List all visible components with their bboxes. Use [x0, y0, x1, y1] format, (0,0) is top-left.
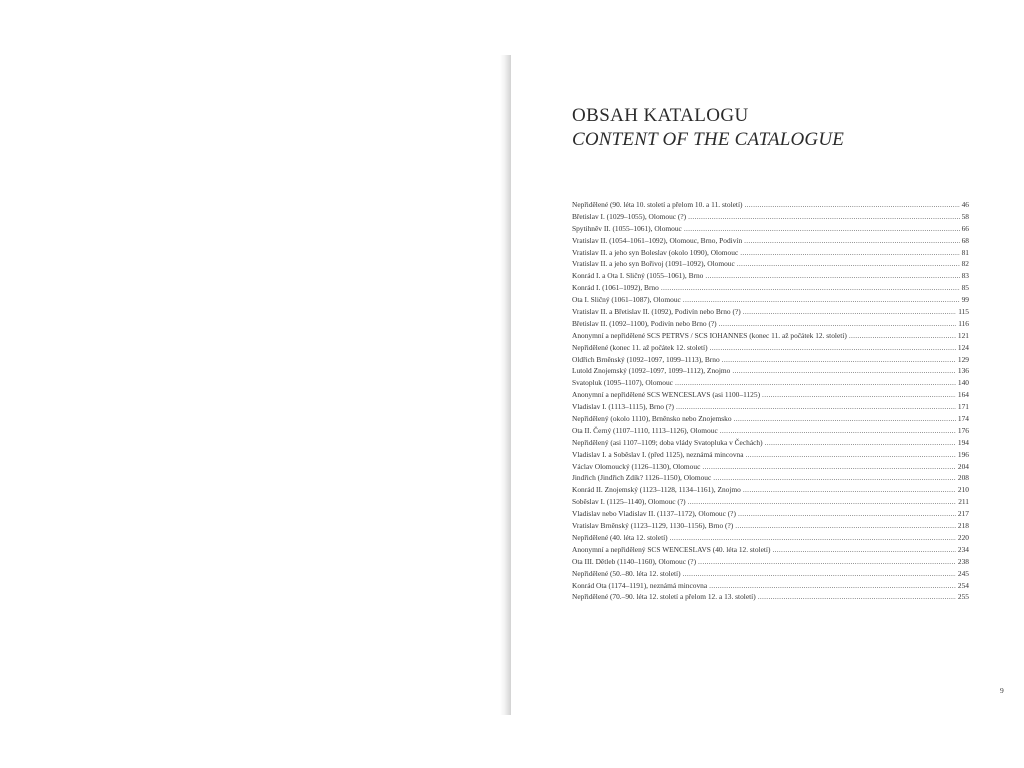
toc-entry-page: 116 — [958, 318, 969, 328]
toc-entry-label: Spytihněv II. (1055–1061), Olomouc — [572, 223, 682, 233]
toc-entry-page: 196 — [957, 449, 969, 459]
page-number: 9 — [1000, 686, 1004, 695]
page-title: OBSAH KATALOGU — [572, 105, 749, 126]
toc-entry-label: Vladislav I. a Soběslav I. (před 1125), neznámá mincovna — [572, 449, 744, 459]
toc-entry-label: Ota III. Dětleb (1140–1160), Olomouc (?) — [572, 556, 697, 566]
toc-entry-label: Nepřidělené (40. léta 12. století) — [572, 532, 668, 542]
toc-entry-page: 218 — [957, 521, 969, 531]
toc-entry[interactable] — [572, 520, 969, 532]
toc-leader-dots — [676, 401, 956, 413]
toc-entry-page: 83 — [961, 271, 969, 281]
toc-entry-label: Břetislav II. (1092–1100), Podivín nebo Brno (?) — [572, 318, 717, 328]
toc-entry-page: 85 — [961, 283, 969, 293]
toc-entry-label: Ota II. Černý (1107–1110, 1113–1126), Olomouc — [572, 425, 718, 435]
toc-entry[interactable] — [572, 258, 969, 270]
toc-leader-dots — [705, 270, 959, 282]
toc-leader-dots — [713, 472, 956, 484]
toc-leader-dots — [688, 211, 959, 223]
toc-leader-dots — [722, 354, 956, 366]
toc-entry[interactable] — [572, 508, 969, 520]
toc-entry[interactable] — [572, 472, 969, 484]
toc-entry-label: Vratislav Brněnský (1123–1129, 1130–1156), Brno (?) — [572, 521, 734, 531]
toc-entry[interactable] — [572, 496, 969, 508]
toc-entry-label: Nepřidělený (okolo 1110), Brněnsko nebo Znojemsko — [572, 414, 732, 424]
toc-leader-dots — [710, 342, 956, 354]
toc-entry[interactable] — [572, 544, 969, 556]
toc-leader-dots — [683, 294, 960, 306]
toc-entry[interactable] — [572, 389, 969, 401]
toc-entry-page: 194 — [957, 437, 969, 447]
toc-entry-page: 208 — [957, 473, 969, 483]
toc-entry[interactable] — [572, 330, 969, 342]
toc-entry-label: Lutold Znojemský (1092–1097, 1099–1112), Znojmo — [572, 366, 731, 376]
toc-entry-page: 174 — [957, 414, 969, 424]
toc-entry-label: Václav Olomoucký (1126–1130), Olomouc — [572, 461, 701, 471]
toc-entry[interactable] — [572, 223, 969, 235]
toc-leader-dots — [719, 318, 957, 330]
toc-entry-page: 68 — [961, 235, 969, 245]
toc-entry-page: 66 — [961, 223, 969, 233]
toc-leader-dots — [758, 591, 956, 603]
toc-leader-dots — [735, 520, 956, 532]
toc-leader-dots — [737, 258, 960, 270]
toc-entry-page: 82 — [961, 259, 969, 269]
toc-entry-page: 58 — [961, 211, 969, 221]
toc-entry-label: Konrád Ota (1174–1191), neznámá mincovna — [572, 580, 708, 590]
toc-entry-label: Oldřich Brněnský (1092–1097, 1099–1113), Brno — [572, 354, 720, 364]
toc-leader-dots — [670, 532, 956, 544]
toc-entry[interactable] — [572, 199, 969, 211]
toc-entry-page: 176 — [957, 425, 969, 435]
toc-entry[interactable] — [572, 318, 969, 330]
toc-entry-page: 217 — [957, 509, 969, 519]
toc-entry-page: 115 — [958, 307, 969, 317]
toc-entry[interactable] — [572, 377, 969, 389]
toc-entry-page: 211 — [958, 497, 969, 507]
toc-entry-page: 46 — [961, 200, 969, 209]
toc-entry[interactable] — [572, 437, 969, 449]
toc-entry-page: 254 — [957, 580, 969, 590]
toc-entry[interactable] — [572, 425, 969, 437]
toc-entry[interactable] — [572, 306, 969, 318]
toc-entry-label: Konrád I. (1061–1092), Brno — [572, 283, 659, 293]
toc-entry-page: 136 — [957, 366, 969, 376]
toc-leader-dots — [740, 247, 959, 259]
toc-leader-dots — [746, 449, 956, 461]
toc-entry-label: Nepřidělené (50.–80. léta 12. století) — [572, 568, 681, 578]
toc-leader-dots — [743, 306, 957, 318]
toc-leader-dots — [743, 484, 956, 496]
toc-entry[interactable] — [572, 365, 969, 377]
toc-leader-dots — [688, 496, 957, 508]
toc-entry-label: Svatopluk (1095–1107), Olomouc — [572, 378, 673, 388]
toc-entry-label: Nepřidělené (konec 11. až počátek 12. století) — [572, 342, 708, 352]
toc-entry-page: 234 — [957, 544, 969, 554]
toc-leader-dots — [732, 365, 956, 377]
toc-entry[interactable] — [572, 532, 969, 544]
toc-leader-dots — [849, 330, 956, 342]
toc-leader-dots — [720, 425, 956, 437]
toc-leader-dots — [661, 282, 960, 294]
toc-entry-label: Vratislav II. (1054–1061–1092), Olomouc, Brno, Podivín — [572, 235, 743, 245]
toc-entry[interactable] — [572, 294, 969, 306]
toc-entry[interactable] — [572, 568, 969, 580]
toc-entry-label: Vratislav II. a Břetislav II. (1092), Podivín nebo Brno (?) — [572, 307, 741, 317]
toc-leader-dots — [709, 580, 956, 592]
toc-entry[interactable] — [572, 342, 969, 354]
toc-entry-label: Jindřich (Jindřich Zdík? 1126–1150), Olomouc — [572, 473, 712, 483]
toc-entry-label: Anonymní a nepřidělené SCS PETRVS / SCS IOHANNES (konec 11. až počátek 12. století) — [572, 330, 847, 340]
toc-leader-dots — [738, 508, 956, 520]
toc-entry-label: Vladislav I. (1113–1115), Brno (?) — [572, 402, 674, 412]
toc-entry-label: Nepřidělené (90. léta 10. století a přelom 10. a 11. století) — [572, 200, 743, 209]
toc-leader-dots — [765, 437, 956, 449]
toc-entry-page: 220 — [957, 532, 969, 542]
toc-leader-dots — [702, 461, 956, 473]
toc-entry[interactable] — [572, 247, 969, 259]
toc-entry[interactable] — [572, 235, 969, 247]
toc-entry-page: 140 — [957, 378, 969, 388]
toc-leader-dots — [675, 377, 956, 389]
page-subtitle: CONTENT OF THE CATALOGUE — [572, 129, 845, 150]
toc-leader-dots — [762, 389, 956, 401]
toc-entry-page: 99 — [961, 295, 969, 305]
toc-entry-label: Soběslav I. (1125–1140), Olomouc (?) — [572, 497, 686, 507]
toc-leader-dots — [683, 568, 956, 580]
toc-entry-label: Ota I. Sličný (1061–1087), Olomouc — [572, 295, 681, 305]
title-block — [572, 104, 972, 152]
toc-entry-page: 255 — [957, 592, 969, 602]
toc-entry-page: 171 — [957, 402, 969, 412]
toc-entry-label: Břetislav I. (1029–1055), Olomouc (?) — [572, 211, 687, 221]
toc-entry[interactable] — [572, 270, 969, 282]
toc-entry-page: 164 — [957, 390, 969, 400]
toc-entry-label: Konrád I. a Ota I. Sličný (1055–1061), Brno — [572, 271, 704, 281]
toc-entry[interactable] — [572, 401, 969, 413]
toc-entry-label: Konrád II. Znojemský (1123–1128, 1134–1161), Znojmo — [572, 485, 741, 495]
toc-leader-dots — [734, 413, 956, 425]
toc-leader-dots — [698, 556, 956, 568]
toc-entry-label: Nepřidělené (70.–90. léta 12. století a přelom 12. a 13. století) — [572, 592, 756, 602]
toc-entry-page: 238 — [957, 556, 969, 566]
toc-entry-label: Anonymní a nepřidělené SCS WENCESLAVS (asi 1100–1125) — [572, 390, 761, 400]
toc-entry[interactable] — [572, 413, 969, 425]
toc-leader-dots — [772, 544, 955, 556]
toc-entry-label: Vratislav II. a jeho syn Bořivoj (1091–1092), Olomouc — [572, 259, 735, 269]
toc-leader-dots — [744, 199, 959, 211]
toc-entry[interactable] — [572, 461, 969, 473]
toc-entry-page: 210 — [957, 485, 969, 495]
toc-entry[interactable] — [572, 591, 969, 603]
toc-entry[interactable] — [572, 484, 969, 496]
toc-entry[interactable] — [572, 354, 969, 366]
toc-leader-dots — [684, 223, 960, 235]
toc-entry-page: 245 — [957, 568, 969, 578]
table-of-contents — [572, 199, 969, 603]
toc-entry-label: Nepřidělený (asi 1107–1109; doba vlády Svatopluka v Čechách) — [572, 437, 763, 447]
toc-entry-page: 81 — [961, 247, 969, 257]
toc-entry[interactable] — [572, 211, 969, 223]
toc-entry-label: Vladislav nebo Vladislav II. (1137–1172), Olomouc (?) — [572, 509, 736, 519]
toc-entry-page: 129 — [957, 354, 969, 364]
toc-entry[interactable] — [572, 580, 969, 592]
toc-leader-dots — [744, 235, 959, 247]
toc-entry[interactable] — [572, 449, 969, 461]
toc-entry-label: Vratislav II. a jeho syn Boleslav (okolo 1090), Olomouc — [572, 247, 739, 257]
toc-entry[interactable] — [572, 556, 969, 568]
toc-entry-label: Anonymní a nepřidělený SCS WENCESLAVS (40. léta 12. století) — [572, 544, 771, 554]
toc-entry-page: 121 — [957, 330, 969, 340]
toc-entry-page: 124 — [957, 342, 969, 352]
toc-entry-page: 204 — [957, 461, 969, 471]
toc-entry[interactable] — [572, 282, 969, 294]
